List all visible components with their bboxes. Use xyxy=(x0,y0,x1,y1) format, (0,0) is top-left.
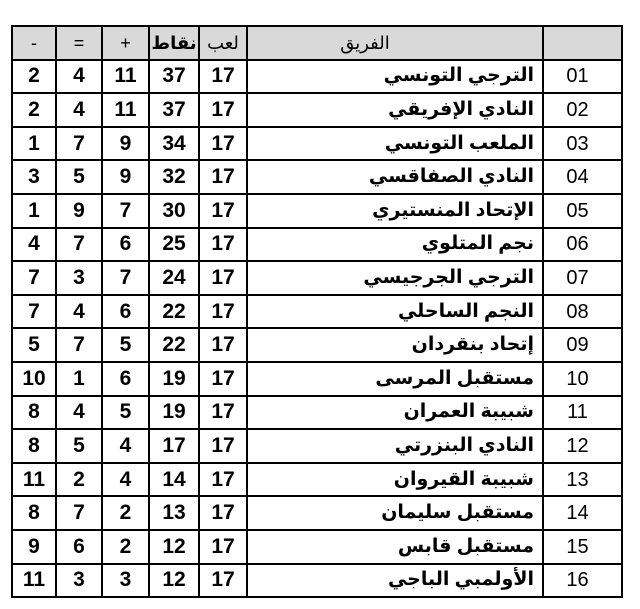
cell-played: 17 xyxy=(199,127,247,161)
cell-points: 17 xyxy=(149,429,199,463)
cell-played: 17 xyxy=(199,396,247,430)
cell-drawn: 7 xyxy=(56,496,102,530)
cell-won: 3 xyxy=(102,564,149,598)
cell-rank: 15 xyxy=(543,530,622,564)
table-row xyxy=(12,228,622,262)
cell-lost: 2 xyxy=(12,93,56,127)
cell-played: 17 xyxy=(199,429,247,463)
cell-lost: 5 xyxy=(12,328,56,362)
cell-played: 17 xyxy=(199,194,247,228)
table-row xyxy=(12,194,622,228)
cell-drawn: 4 xyxy=(56,60,102,94)
cell-lost: 2 xyxy=(12,60,56,94)
cell-lost: 10 xyxy=(12,362,56,396)
cell-played: 17 xyxy=(199,160,247,194)
table-row xyxy=(12,160,622,194)
table-row xyxy=(12,295,622,329)
cell-team: شبيبة العمران xyxy=(247,396,543,430)
cell-points: 13 xyxy=(149,496,199,530)
cell-won: 11 xyxy=(102,93,149,127)
header-team: الفريق xyxy=(247,26,543,60)
table-row xyxy=(12,261,622,295)
cell-points: 37 xyxy=(149,93,199,127)
table-row xyxy=(12,530,622,564)
cell-team: الملعب التونسي xyxy=(247,127,543,161)
cell-rank: 05 xyxy=(543,194,622,228)
cell-rank: 12 xyxy=(543,429,622,463)
cell-played: 17 xyxy=(199,328,247,362)
cell-rank: 14 xyxy=(543,496,622,530)
cell-rank: 03 xyxy=(543,127,622,161)
cell-lost: 4 xyxy=(12,228,56,262)
cell-points: 24 xyxy=(149,261,199,295)
cell-drawn: 4 xyxy=(56,93,102,127)
cell-won: 4 xyxy=(102,429,149,463)
cell-points: 37 xyxy=(149,60,199,94)
header-drawn: = xyxy=(56,26,102,60)
table-row xyxy=(12,93,622,127)
cell-drawn: 7 xyxy=(56,127,102,161)
cell-points: 34 xyxy=(149,127,199,161)
table-row xyxy=(12,60,622,94)
cell-won: 9 xyxy=(102,127,149,161)
cell-lost: 8 xyxy=(12,396,56,430)
cell-rank: 08 xyxy=(543,295,622,329)
header-points: نقاط xyxy=(149,26,199,60)
cell-points: 12 xyxy=(149,530,199,564)
header-row xyxy=(12,26,622,60)
header-won: + xyxy=(102,26,149,60)
cell-played: 17 xyxy=(199,496,247,530)
cell-lost: 11 xyxy=(12,463,56,497)
cell-drawn: 1 xyxy=(56,362,102,396)
cell-won: 6 xyxy=(102,295,149,329)
cell-drawn: 3 xyxy=(56,261,102,295)
table-row xyxy=(12,396,622,430)
cell-team: نجم المتلوي xyxy=(247,228,543,262)
cell-drawn: 7 xyxy=(56,328,102,362)
cell-points: 32 xyxy=(149,160,199,194)
cell-lost: 11 xyxy=(12,564,56,598)
cell-won: 6 xyxy=(102,228,149,262)
cell-team: النادي الإفريقي xyxy=(247,93,543,127)
cell-team: النادي البنزرتي xyxy=(247,429,543,463)
cell-team: النادي الصفاقسي xyxy=(247,160,543,194)
cell-drawn: 2 xyxy=(56,463,102,497)
cell-team: الأولمبي الباجي xyxy=(247,564,543,598)
cell-rank: 10 xyxy=(543,362,622,396)
cell-rank: 06 xyxy=(543,228,622,262)
cell-team: الترجي الجرجيسي xyxy=(247,261,543,295)
cell-played: 17 xyxy=(199,295,247,329)
cell-rank: 11 xyxy=(543,396,622,430)
cell-played: 17 xyxy=(199,564,247,598)
cell-lost: 9 xyxy=(12,530,56,564)
cell-won: 4 xyxy=(102,463,149,497)
cell-drawn: 7 xyxy=(56,228,102,262)
cell-won: 6 xyxy=(102,362,149,396)
cell-lost: 8 xyxy=(12,496,56,530)
table-row xyxy=(12,328,622,362)
cell-rank: 13 xyxy=(543,463,622,497)
cell-points: 22 xyxy=(149,328,199,362)
table-row xyxy=(12,496,622,530)
cell-drawn: 9 xyxy=(56,194,102,228)
cell-lost: 8 xyxy=(12,429,56,463)
cell-played: 17 xyxy=(199,463,247,497)
cell-rank: 04 xyxy=(543,160,622,194)
cell-lost: 1 xyxy=(12,194,56,228)
table-row xyxy=(12,127,622,161)
header-lost: - xyxy=(12,26,56,60)
cell-team: مستقبل المرسى xyxy=(247,362,543,396)
cell-lost: 7 xyxy=(12,261,56,295)
cell-played: 17 xyxy=(199,60,247,94)
cell-won: 11 xyxy=(102,60,149,94)
cell-rank: 01 xyxy=(543,60,622,94)
cell-played: 17 xyxy=(199,362,247,396)
cell-won: 2 xyxy=(102,496,149,530)
cell-points: 30 xyxy=(149,194,199,228)
cell-team: الترجي التونسي xyxy=(247,60,543,94)
cell-won: 2 xyxy=(102,530,149,564)
cell-points: 14 xyxy=(149,463,199,497)
cell-lost: 1 xyxy=(12,127,56,161)
cell-team: شبيبة القيروان xyxy=(247,463,543,497)
cell-won: 7 xyxy=(102,194,149,228)
cell-points: 19 xyxy=(149,396,199,430)
cell-team: إتحاد بنقردان xyxy=(247,328,543,362)
cell-points: 19 xyxy=(149,362,199,396)
cell-rank: 02 xyxy=(543,93,622,127)
cell-played: 17 xyxy=(199,93,247,127)
table-row xyxy=(12,564,622,598)
cell-points: 22 xyxy=(149,295,199,329)
table-row xyxy=(12,463,622,497)
header-played: لعب xyxy=(199,26,247,60)
cell-points: 25 xyxy=(149,228,199,262)
cell-team: مستقبل قابس xyxy=(247,530,543,564)
cell-team: مستقبل سليمان xyxy=(247,496,543,530)
header-rank xyxy=(543,26,622,60)
cell-played: 17 xyxy=(199,228,247,262)
cell-lost: 3 xyxy=(12,160,56,194)
cell-won: 7 xyxy=(102,261,149,295)
cell-drawn: 3 xyxy=(56,564,102,598)
cell-drawn: 4 xyxy=(56,396,102,430)
cell-drawn: 5 xyxy=(56,429,102,463)
standings-table xyxy=(11,25,623,598)
cell-points: 12 xyxy=(149,564,199,598)
cell-rank: 07 xyxy=(543,261,622,295)
cell-won: 9 xyxy=(102,160,149,194)
cell-team: الإتحاد المنستيري xyxy=(247,194,543,228)
cell-team: النجم الساحلي xyxy=(247,295,543,329)
cell-played: 17 xyxy=(199,530,247,564)
cell-rank: 16 xyxy=(543,564,622,598)
table-row xyxy=(12,362,622,396)
table-row xyxy=(12,429,622,463)
cell-drawn: 6 xyxy=(56,530,102,564)
cell-lost: 7 xyxy=(12,295,56,329)
cell-played: 17 xyxy=(199,261,247,295)
cell-won: 5 xyxy=(102,396,149,430)
cell-drawn: 4 xyxy=(56,295,102,329)
cell-rank: 09 xyxy=(543,328,622,362)
cell-won: 5 xyxy=(102,328,149,362)
cell-drawn: 5 xyxy=(56,160,102,194)
